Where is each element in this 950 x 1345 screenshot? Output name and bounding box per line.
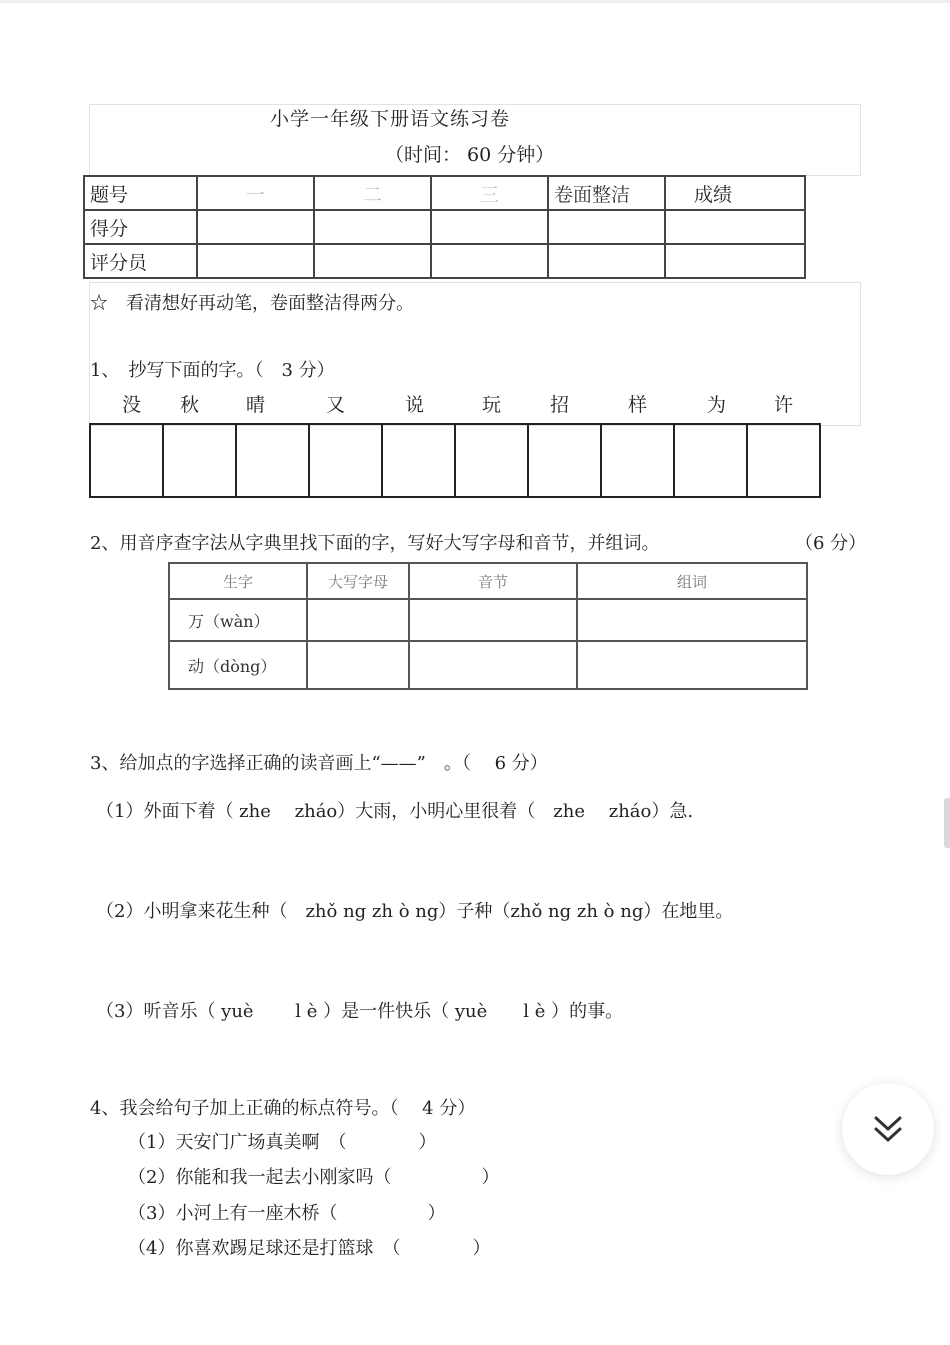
score-table [83,175,806,279]
dict-input[interactable] [409,599,577,641]
copy-char: 晴 [246,394,266,416]
score-table-row [84,210,805,244]
dict-input[interactable] [307,641,409,689]
writing-box[interactable] [746,423,821,498]
instruction-note: ☆ 看清想好再动笔，卷面整洁得两分。 [90,293,414,314]
writing-box[interactable] [89,423,164,498]
score-col-neatness: 卷面整洁 [548,176,665,210]
copy-char: 样 [628,394,648,416]
page-title: 小学一年级下册语文练习卷 [270,108,511,130]
copy-char: 招 [550,394,570,416]
dict-col-syllable: 音节 [409,563,577,599]
copy-char: 许 [774,394,794,416]
score-row-label: 得分 [84,210,197,244]
dict-col-capital: 大写字母 [307,563,409,599]
writing-box[interactable] [600,423,675,498]
dictionary-table [168,562,808,690]
copy-char: 说 [405,394,425,416]
dict-input[interactable] [577,641,807,689]
writing-box[interactable] [381,423,456,498]
question-3-item: （1）外面下着（ zhe zháo）大雨，小明心里很着（ zhe zháo）急. [96,801,694,822]
dict-col-char: 生字 [169,563,307,599]
question-4-title: 4、我会给句子加上正确的标点符号。（ 4 分） [90,1098,476,1119]
dict-col-words: 组词 [577,563,807,599]
score-table-header-row [84,176,805,210]
question-3-title: 3、给加点的字选择正确的读音画上“——” 。（ 6 分） [90,753,548,774]
writing-box[interactable] [673,423,748,498]
copy-char: 又 [326,394,346,416]
dict-input[interactable] [409,641,577,689]
side-scroll-handle[interactable] [944,798,950,848]
writing-boxes [89,423,821,498]
dictionary-header-row [169,563,807,599]
writing-box[interactable] [235,423,310,498]
question-4-item: （3）小河上有一座木桥（ ） [128,1203,446,1224]
question-3-item: （2）小明拿来花生种（ zhǒ ng zh ò ng）子种（zhǒ ng zh ò ng）在地里。 [96,901,734,922]
scroll-down-button[interactable] [842,1083,934,1175]
dictionary-row [169,599,807,641]
dict-char: 动（dòng） [169,641,307,689]
dict-input[interactable] [577,599,807,641]
copy-char: 秋 [180,394,200,416]
score-col-1: 一 [197,176,314,210]
question-4-item: （4）你喜欢踢足球还是打篮球 （ ） [128,1238,491,1259]
dict-input[interactable] [307,599,409,641]
writing-box[interactable] [454,423,529,498]
writing-box[interactable] [162,423,237,498]
question-2-score: （6 分） [795,533,867,554]
question-4-item: （2）你能和我一起去小刚家吗（ ） [128,1167,500,1188]
dict-char: 万（wàn） [169,599,307,641]
score-col-2: 二 [314,176,431,210]
writing-box[interactable] [308,423,383,498]
copy-char: 没 [122,394,142,416]
double-chevron-down-icon [871,1112,905,1146]
score-col-total: 成绩 [665,176,805,210]
score-table-row [84,244,805,278]
page-subtitle: （时间： 60 分钟） [385,144,555,166]
copy-char: 为 [707,394,727,416]
score-row-label: 评分员 [84,244,197,278]
question-3-item: （3）听音乐（ yuè l è ）是一件快乐（ yuè l è ）的事。 [96,1001,624,1022]
top-divider [0,0,950,3]
question-4-item: （1）天安门广场真美啊 （ ） [128,1132,437,1153]
question-1-title: 1、 抄写下面的字。（ 3 分） [90,360,335,381]
score-col-3: 三 [431,176,548,210]
writing-box[interactable] [527,423,602,498]
dictionary-row [169,641,807,689]
copy-char: 玩 [482,394,502,416]
question-2-title: 2、用音序查字法从字典里找下面的字，写好大写字母和音节，并组词。 [90,533,660,554]
score-col-number: 题号 [84,176,197,210]
